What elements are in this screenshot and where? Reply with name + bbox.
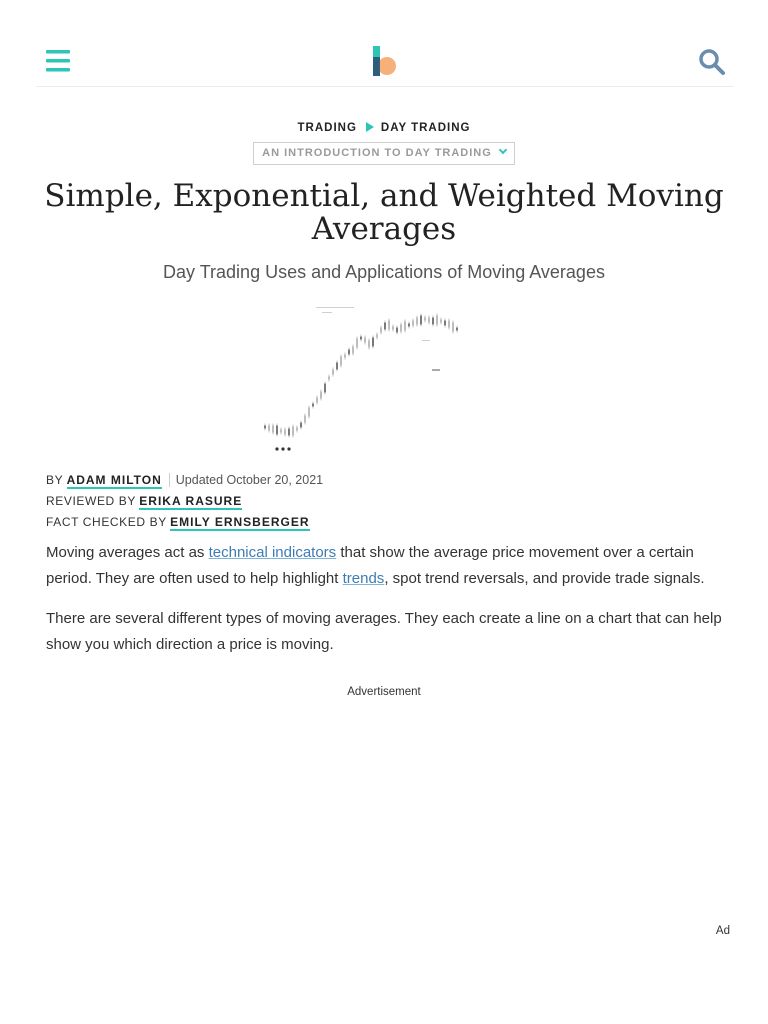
candle-body bbox=[376, 335, 378, 338]
candle-body bbox=[396, 328, 398, 333]
byline bbox=[46, 470, 323, 533]
breadcrumb-arrow-icon bbox=[366, 122, 374, 132]
candle-body bbox=[296, 428, 298, 431]
paragraph-1-text-b: that show the average price movement over a certain period. They are often used to help highlight bbox=[46, 544, 694, 587]
candle-body bbox=[404, 322, 406, 331]
author-link[interactable]: ADAM MILTON bbox=[66, 473, 162, 487]
candle-body bbox=[424, 318, 426, 321]
candle-body bbox=[272, 426, 274, 433]
candle-body bbox=[348, 350, 350, 355]
candle-body bbox=[300, 423, 302, 428]
balance-logo-icon[interactable] bbox=[370, 46, 400, 78]
site-header bbox=[36, 40, 734, 87]
candle-body bbox=[456, 328, 458, 331]
breadcrumb-day-trading[interactable]: DAY TRADING bbox=[380, 122, 471, 134]
candle-body bbox=[288, 429, 290, 436]
article-subtitle: Day Trading Uses and Applications of Moving Averages bbox=[163, 262, 605, 282]
candlestick-series bbox=[264, 314, 458, 438]
candle-body bbox=[276, 426, 278, 435]
search-icon[interactable] bbox=[698, 48, 726, 76]
candle-body bbox=[408, 324, 410, 327]
candle-body bbox=[444, 321, 446, 326]
candle-body bbox=[304, 416, 306, 423]
candle-body bbox=[284, 430, 286, 435]
series-wrapper bbox=[0, 142, 768, 165]
byline-reviewed-label: REVIEWED BY bbox=[46, 494, 136, 508]
candle-body bbox=[320, 392, 322, 399]
candlestick-chart-image bbox=[256, 298, 496, 462]
hero-image bbox=[256, 298, 496, 462]
candle-body bbox=[324, 384, 326, 393]
candle-body bbox=[400, 325, 402, 332]
candle-body bbox=[332, 370, 334, 375]
ad-corner-label: Ad bbox=[715, 925, 730, 937]
byline-divider bbox=[169, 473, 170, 487]
candle-body bbox=[416, 318, 418, 325]
candle-body bbox=[392, 327, 394, 330]
candle-body bbox=[336, 363, 338, 370]
article-title: Simple, Exponential, and Weighted Moving Averages bbox=[44, 178, 724, 247]
byline-factcheck-row bbox=[46, 512, 323, 533]
breadcrumb bbox=[0, 122, 768, 134]
chevron-down-icon bbox=[499, 146, 507, 154]
more-dots-icon[interactable] bbox=[275, 447, 290, 450]
candle-body bbox=[356, 339, 358, 348]
candle-body bbox=[264, 426, 266, 429]
candle-body bbox=[280, 430, 282, 433]
candle-body bbox=[328, 377, 330, 380]
byline-reviewer-row bbox=[46, 491, 323, 512]
series-dropdown[interactable] bbox=[253, 142, 515, 165]
trends-link[interactable]: trends bbox=[342, 570, 385, 587]
updated-date: Updated October 20, 2021 bbox=[175, 473, 324, 487]
paragraph-1-text-a: Moving averages act as bbox=[46, 544, 209, 561]
article-body bbox=[46, 540, 726, 672]
reviewer-link[interactable]: ERIKA RASURE bbox=[139, 494, 243, 508]
paragraph-2: There are several different types of moving averages. They each create a line on a chart that can help show you which direction a price is moving. bbox=[46, 610, 722, 653]
candle-body bbox=[344, 355, 346, 358]
candle-body bbox=[352, 347, 354, 354]
candle-body bbox=[412, 321, 414, 326]
candle-body bbox=[388, 321, 390, 330]
candle-body bbox=[308, 408, 310, 417]
byline-factcheck-label: FACT CHECKED BY bbox=[46, 515, 167, 529]
candle-body bbox=[364, 338, 366, 343]
candle-body bbox=[368, 341, 370, 348]
candle-body bbox=[452, 323, 454, 332]
candle-body bbox=[316, 398, 318, 403]
candle-body bbox=[312, 404, 314, 407]
candle-body bbox=[340, 357, 342, 366]
hamburger-menu-icon[interactable] bbox=[46, 50, 70, 72]
breadcrumb-trading[interactable]: TRADING bbox=[297, 122, 357, 134]
advertisement-label: Advertisement bbox=[347, 686, 421, 698]
series-dropdown-label: AN INTRODUCTION TO DAY TRADING bbox=[262, 147, 492, 159]
candle-body bbox=[360, 337, 362, 340]
paragraph-1-text-c: , spot trend reversals, and provide trade signals. bbox=[384, 570, 705, 587]
candle-body bbox=[384, 323, 386, 330]
candle-body bbox=[428, 318, 430, 323]
candle-body bbox=[440, 320, 442, 323]
paragraph-1 bbox=[46, 540, 726, 592]
candle-body bbox=[372, 338, 374, 347]
candle-body bbox=[448, 321, 450, 328]
candle-body bbox=[292, 427, 294, 436]
fact-checker-link[interactable]: EMILY ERNSBERGER bbox=[170, 515, 310, 529]
candle-body bbox=[420, 316, 422, 325]
candle-body bbox=[432, 318, 434, 325]
byline-by-label: BY bbox=[46, 473, 64, 487]
candle-body bbox=[380, 328, 382, 333]
candle-body bbox=[268, 426, 270, 431]
technical-indicators-link[interactable]: technical indicators bbox=[208, 544, 337, 561]
candle-body bbox=[436, 316, 438, 325]
byline-author-row bbox=[46, 470, 323, 491]
